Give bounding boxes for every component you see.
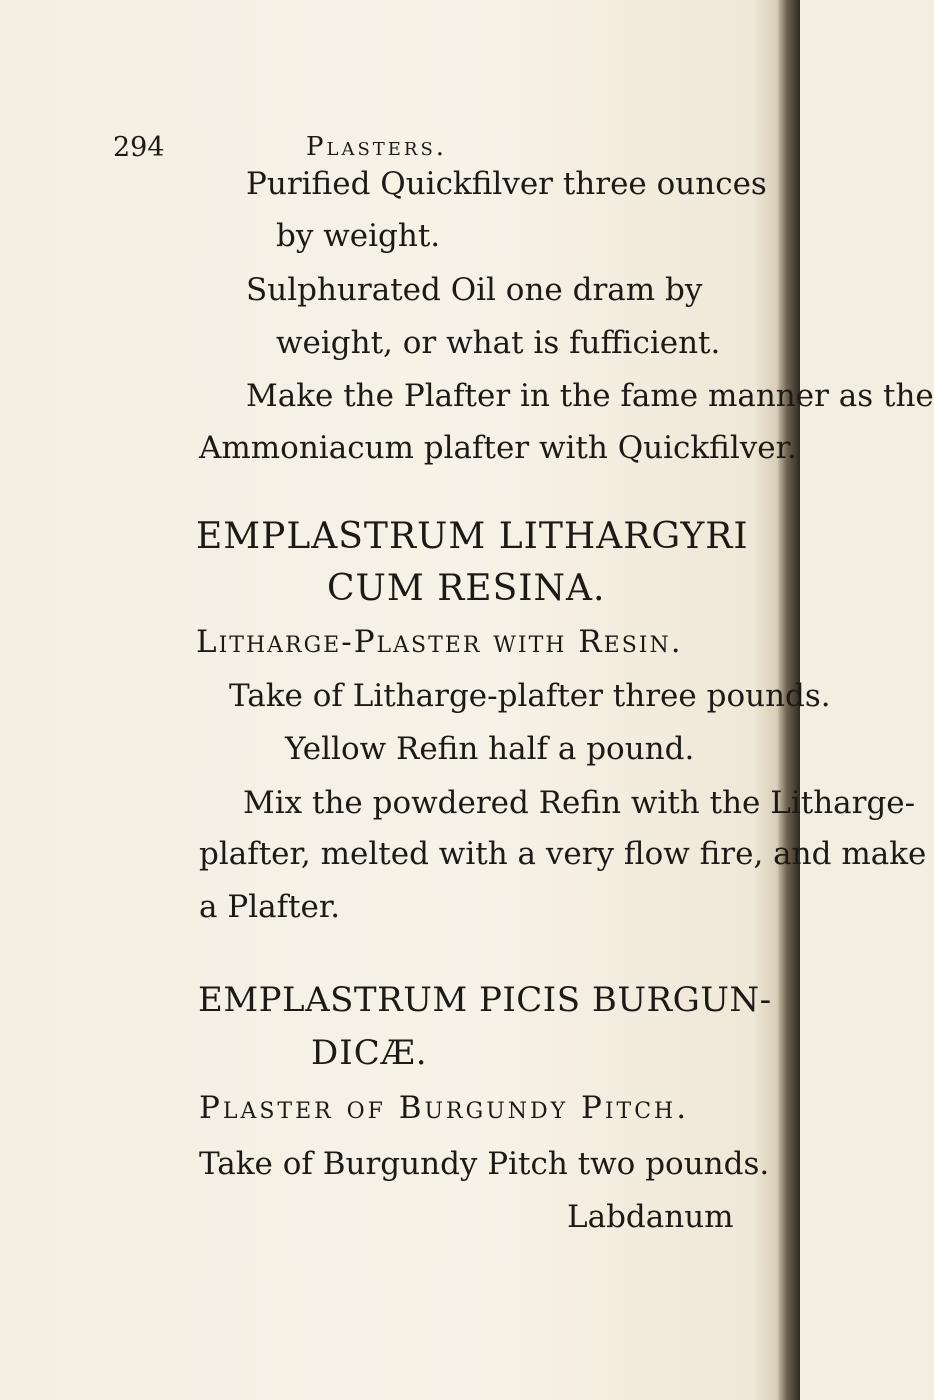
section-subtitle: Litharge-Plaster with Resin. <box>196 624 683 660</box>
section-heading: EMPLASTRUM LITHARGYRI <box>196 516 749 557</box>
text-line: Sulphurated Oil one dram by <box>246 272 703 308</box>
text-line: a Plafter. <box>199 889 341 925</box>
section-subtitle: Plaster of Burgundy Pitch. <box>199 1090 690 1126</box>
section-heading: DICÆ. <box>311 1033 428 1073</box>
text-line: weight, or what is fufficient. <box>276 325 721 361</box>
text-line: Take of Litharge-plafter three pounds. <box>229 678 831 714</box>
text-line: Yellow Refin half a pound. <box>285 731 695 767</box>
section-heading: EMPLASTRUM PICIS BURGUN- <box>198 980 772 1020</box>
text-line: Purified Quickfilver three ounces <box>246 166 767 202</box>
text-line: plafter, melted with a very flow fire, and make <box>199 836 927 872</box>
page-number: 294 <box>113 132 165 163</box>
text-line: Make the Plafter in the fame manner as the <box>246 378 934 414</box>
catchword: Labdanum <box>567 1199 734 1235</box>
text-line: Mix the powdered Refin with the Litharge- <box>243 785 916 821</box>
section-heading: CUM RESINA. <box>327 568 606 609</box>
text-line: Ammoniacum plafter with Quickfilver. <box>199 430 797 466</box>
text-line: by weight. <box>276 218 441 254</box>
running-head: Plasters. <box>306 132 448 162</box>
text-line: Take of Burgundy Pitch two pounds. <box>199 1146 770 1182</box>
